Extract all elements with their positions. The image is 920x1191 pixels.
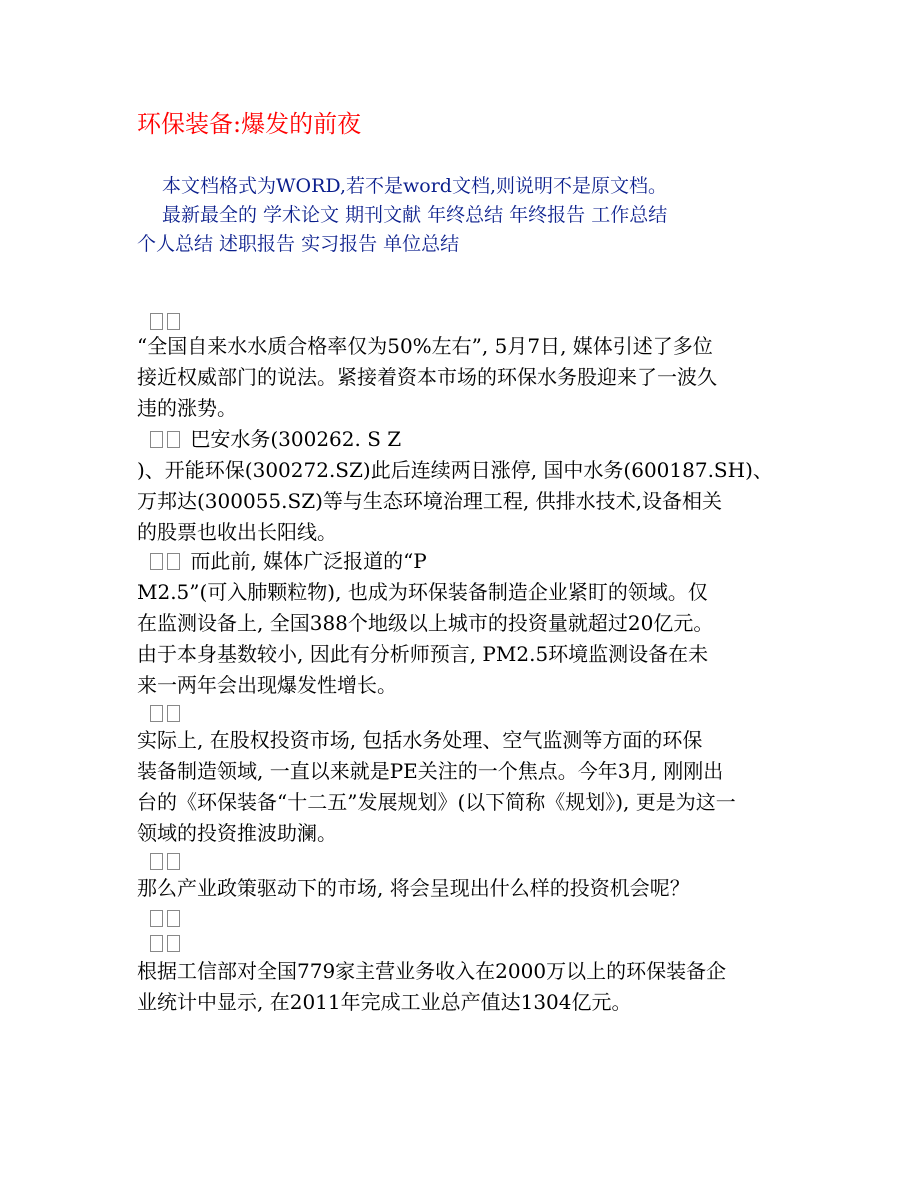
missing-glyph-icon [150, 313, 163, 330]
missing-glyph-icon [150, 910, 163, 927]
missing-glyph-icon [167, 431, 180, 448]
notice-line-2: 最新最全的 学术论文 期刊文献 年终总结 年终报告 工作总结 [162, 204, 668, 226]
paragraph-line: 台的《环保装备“十二五”发展规划》(以下简称《规划》), 更是为这一 [137, 790, 736, 814]
paragraph-line: 万邦达(300055.SZ)等与生态环境治理工程, 供排水技术,设备相关 [137, 489, 722, 513]
placeholder-glyphs [150, 313, 184, 333]
paragraph-line: 来一两年会出现爆发性增长。 [137, 673, 397, 697]
missing-glyph-icon [150, 431, 163, 448]
placeholder-glyphs [150, 935, 184, 955]
notice-line-1: 本文档格式为WORD,若不是word文档,则说明不是原文档。 [162, 175, 667, 197]
paragraph-line: M2.5”(可入肺颗粒物), 也成为环保装备制造企业紧盯的领域。仅 [137, 580, 708, 604]
paragraph-line: 实际上, 在股权投资市场, 包括水务处理、空气监测等方面的环保 [137, 728, 703, 752]
paragraph-line: 根据工信部对全国779家主营业务收入在2000万以上的环保装备企 [137, 959, 727, 983]
paragraph-line: “全国自来水水质合格率仅为50%左右”, 5月7日, 媒体引述了多位 [137, 334, 713, 358]
missing-glyph-icon [167, 313, 180, 330]
paragraph-line: 业统计中显示, 在2011年完成工业总产值达1304亿元。 [137, 990, 632, 1014]
paragraph-line: 领域的投资推波助澜。 [137, 821, 337, 845]
paragraph-line: 在监测设备上, 全国388个地级以上城市的投资量就超过20亿元。 [137, 611, 714, 635]
paragraph-line: 那么产业政策驱动下的市场, 将会呈现出什么样的投资机会呢？ [137, 876, 690, 900]
placeholder-glyphs [150, 853, 184, 873]
placeholder-glyphs [150, 910, 184, 930]
placeholder-glyphs [150, 705, 184, 725]
missing-glyph-icon [167, 705, 180, 722]
missing-glyph-icon [167, 935, 180, 952]
paragraph-line: 由于本身基数较小, 因此有分析师预言, PM2.5环境监测设备在未 [137, 642, 709, 666]
missing-glyph-icon [150, 553, 163, 570]
paragraph-line: 装备制造领域, 一直以来就是PE关注的一个焦点。今年3月, 刚刚出 [137, 759, 724, 783]
paragraph-line: 的股票也收出长阳线。 [137, 520, 337, 544]
paragraph-text: 而此前, 媒体广泛报道的“P [190, 549, 427, 573]
paragraph-line: 违的涨势。 [137, 396, 237, 420]
paragraph-text: 巴安水务(300262. S Z [190, 427, 402, 451]
paragraph-line: 接近权威部门的说法。紧接着资本市场的环保水务股迎来了一波久 [137, 365, 717, 389]
paragraph-line [150, 547, 427, 575]
missing-glyph-icon [167, 910, 180, 927]
missing-glyph-icon [150, 853, 163, 870]
missing-glyph-icon [150, 705, 163, 722]
paragraph-line [150, 425, 401, 453]
document-title: 环保装备:爆发的前夜 [137, 110, 362, 138]
missing-glyph-icon [167, 853, 180, 870]
paragraph-line: )、开能环保(300272.SZ)此后连续两日涨停, 国中水务(600187.SH)、 [137, 458, 773, 482]
missing-glyph-icon [167, 553, 180, 570]
notice-line-3: 个人总结 述职报告 实习报告 单位总结 [137, 233, 460, 255]
missing-glyph-icon [150, 935, 163, 952]
